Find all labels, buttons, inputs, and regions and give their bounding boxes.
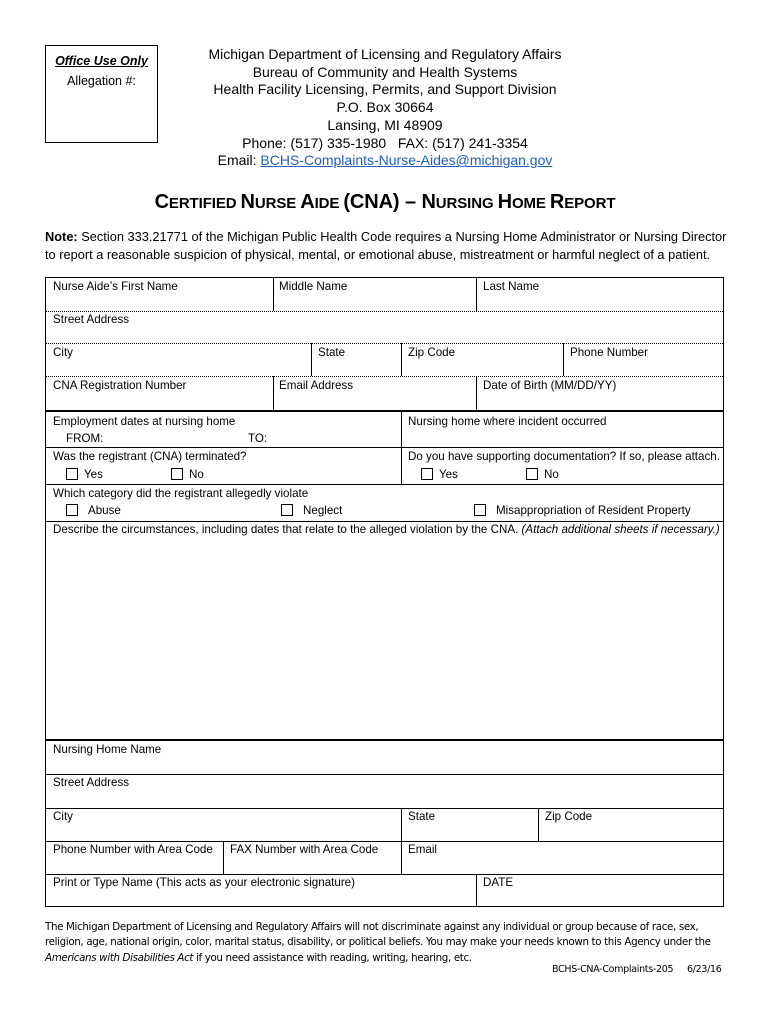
signature-field[interactable]: Print or Type Name (This acts as your electronic signature) bbox=[53, 876, 355, 889]
nondiscrimination-statement: The Michigan Department of Licensing and Regulatory Affairs will not discriminate against any individual or group because of race, sex, religion, age, national origin, color, marital status, disability, or political beliefs. You may make your needs known to this Agency under the Americans with Disabilities Act if you need assistance with reading, writing, hearing, etc. bbox=[45, 921, 711, 964]
nh-state-field[interactable]: State bbox=[408, 810, 436, 823]
describe-circumstances-field[interactable] bbox=[53, 523, 720, 536]
agency-line1: Michigan Department of Licensing and Regulatory Affairs bbox=[208, 46, 562, 62]
nursing-home-name-field[interactable]: Nursing Home Name bbox=[53, 743, 162, 756]
from-field[interactable]: FROM: bbox=[66, 432, 104, 445]
agency-header bbox=[160, 46, 610, 170]
middle-name-field[interactable]: Middle Name bbox=[279, 280, 348, 293]
nh-city-field[interactable]: City bbox=[53, 810, 73, 823]
cna-registration-field[interactable]: CNA Registration Number bbox=[53, 379, 187, 392]
abuse-checkbox[interactable] bbox=[66, 504, 78, 516]
docs-no-checkbox[interactable] bbox=[526, 468, 538, 480]
street-address-field[interactable]: Street Address bbox=[53, 313, 130, 326]
terminated-no-label: No bbox=[189, 468, 204, 481]
terminated-no-checkbox[interactable] bbox=[171, 468, 183, 480]
city-field[interactable]: City bbox=[53, 346, 73, 359]
describe-label: Describe the circumstances, including dates that relate to the alleged violation by the CNA. bbox=[53, 523, 522, 536]
misappropriation-checkbox[interactable] bbox=[474, 504, 486, 516]
nh-phone-field[interactable]: Phone Number with Area Code bbox=[53, 843, 213, 856]
agency-line4: P.O. Box 30664 bbox=[336, 99, 434, 116]
page-title: CERTIFIED NURSE AIDE (CNA) – NURSING HOME REPORT bbox=[154, 191, 616, 213]
zip-field[interactable]: Zip Code bbox=[408, 346, 456, 359]
allegation-label: Allegation #: bbox=[67, 74, 136, 88]
to-field[interactable]: TO: bbox=[248, 432, 268, 445]
neglect-label: Neglect bbox=[303, 504, 343, 517]
state-field[interactable]: State bbox=[318, 346, 346, 359]
agency-email-label: Email: bbox=[217, 152, 261, 169]
report-form bbox=[45, 277, 724, 907]
docs-yes-checkbox[interactable] bbox=[421, 468, 433, 480]
office-use-title: Office Use Only bbox=[55, 54, 148, 68]
last-name-field[interactable]: Last Name bbox=[483, 280, 540, 293]
agency-email-link[interactable]: BCHS-Complaints-Nurse-Aides@michigan.gov bbox=[260, 152, 553, 169]
note-paragraph bbox=[45, 228, 735, 264]
nh-email-field[interactable]: Email bbox=[408, 843, 437, 856]
docs-no-label: No bbox=[544, 468, 559, 481]
agency-line5: Lansing, MI 48909 bbox=[327, 116, 443, 133]
agency-line2: Bureau of Community and Health Systems bbox=[252, 63, 518, 80]
nh-fax-field[interactable]: FAX Number with Area Code bbox=[230, 843, 379, 856]
category-question: Which category did the registrant allegedly violate bbox=[53, 487, 309, 500]
note-label: Note: bbox=[45, 229, 78, 244]
date-of-birth-field[interactable]: Date of Birth (MM/DD/YY) bbox=[483, 379, 617, 392]
form-date: 6/23/16 bbox=[687, 964, 722, 975]
office-use-box bbox=[45, 45, 158, 143]
neglect-checkbox[interactable] bbox=[281, 504, 293, 516]
incident-home-field[interactable]: Nursing home where incident occurred bbox=[408, 415, 607, 428]
misappropriation-label: Misappropriation of Resident Property bbox=[496, 504, 691, 517]
terminated-yes-label: Yes bbox=[84, 468, 103, 481]
documentation-question: Do you have supporting documentation? If so, please attach. bbox=[408, 450, 720, 463]
agency-email-line bbox=[160, 152, 610, 170]
describe-note: (Attach additional sheets if necessary.) bbox=[521, 523, 720, 536]
agency-phone: Phone: (517) 335-1980 FAX: (517) 241-3354 bbox=[242, 134, 528, 151]
phone-field[interactable]: Phone Number bbox=[570, 346, 648, 359]
nh-street-field[interactable]: Street Address bbox=[53, 776, 130, 789]
terminated-question: Was the registrant (CNA) terminated? bbox=[53, 450, 247, 463]
ada-text: Americans with Disabilities Act bbox=[45, 951, 194, 964]
email-address-field[interactable]: Email Address bbox=[279, 379, 354, 392]
first-name-field[interactable]: Nurse Aide’s First Name bbox=[53, 280, 178, 293]
form-id: BCHS-CNA-Complaints-205 bbox=[552, 964, 674, 975]
agency-line3: Health Facility Licensing, Permits, and Support Division bbox=[213, 81, 557, 98]
date-field[interactable]: DATE bbox=[483, 876, 514, 889]
employment-dates-label: Employment dates at nursing home bbox=[53, 415, 236, 428]
abuse-label: Abuse bbox=[88, 504, 121, 517]
docs-yes-label: Yes bbox=[439, 468, 458, 481]
note-text: Section 333.21771 of the Michigan Public Health Code requires a Nursing Home Administrator or Nursing Director to report a reasonable suspicion of physical, mental, or emotional abuse, mistreatment or harmful neglect of a patient. bbox=[45, 229, 727, 262]
terminated-yes-checkbox[interactable] bbox=[66, 468, 78, 480]
nh-zip-field[interactable]: Zip Code bbox=[545, 810, 593, 823]
